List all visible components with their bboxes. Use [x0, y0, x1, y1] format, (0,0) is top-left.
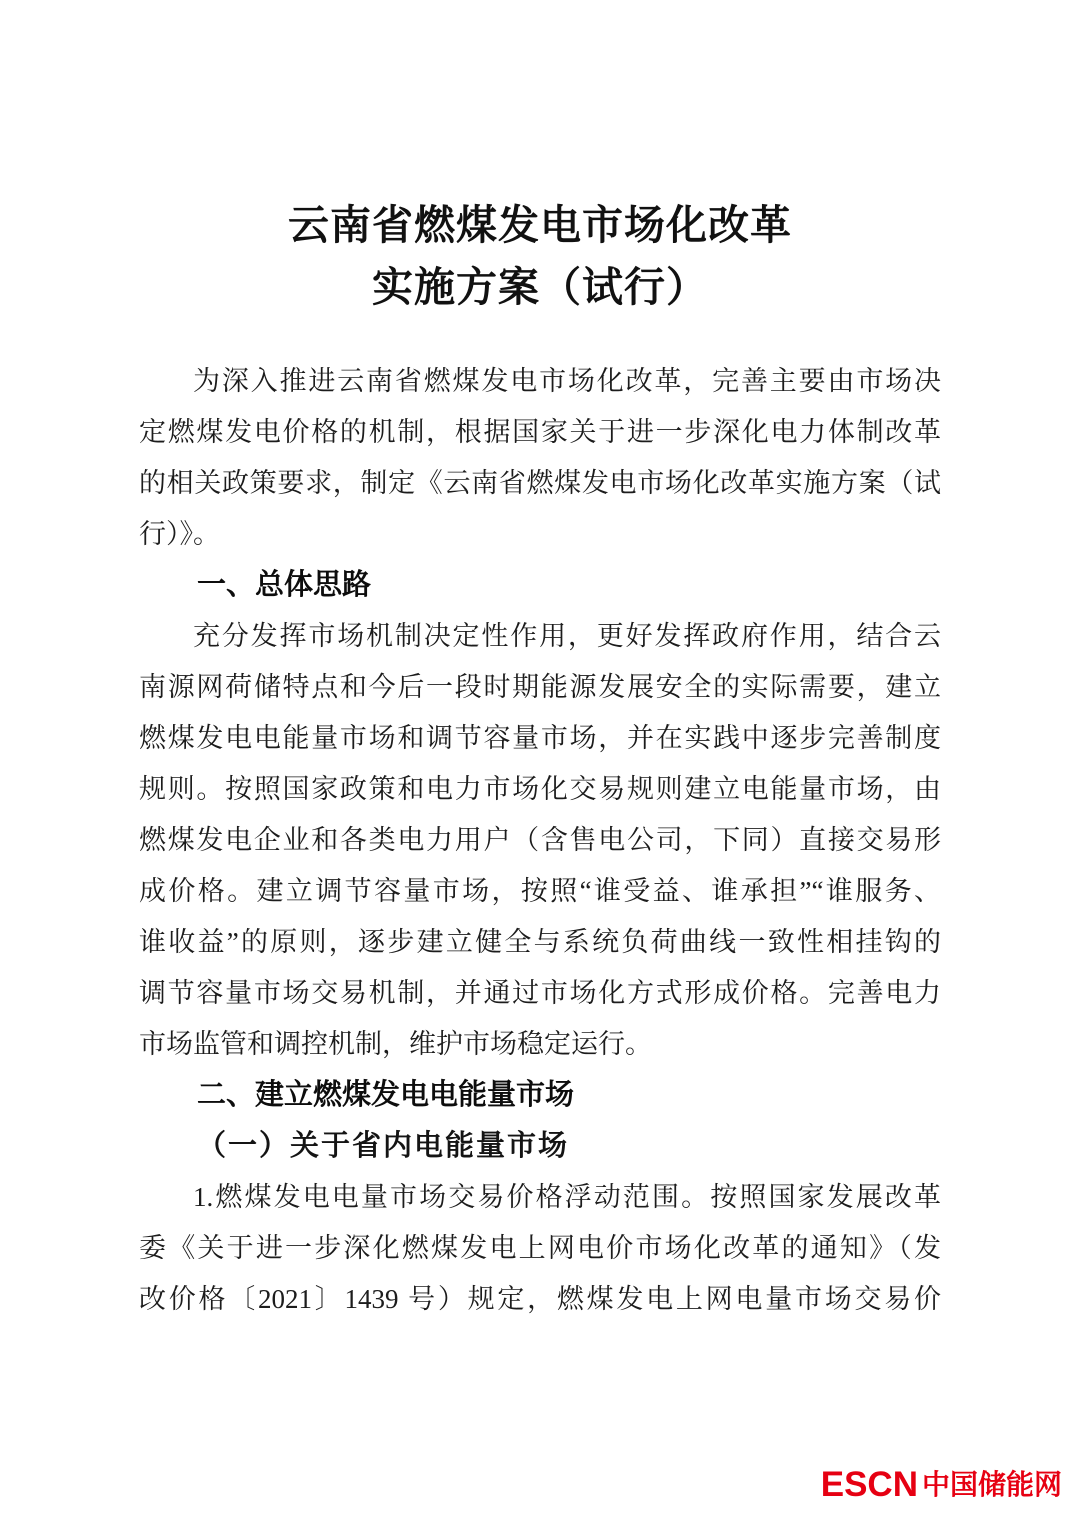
- paragraph-1-line: 为深入推进云南省燃煤发电市场化改革，完善主要由市场决: [193, 366, 941, 396]
- document-body: [139, 356, 941, 1325]
- paragraph-2-line: 调节容量市场交易机制，并通过市场化方式形成价格。完善电力: [139, 978, 941, 1008]
- paragraph-2-line: 充分发挥市场机制决定性作用，更好发挥政府作用，结合云: [193, 621, 941, 651]
- section-heading-2: 二、建立燃煤发电电能量市场: [197, 1079, 575, 1111]
- paragraph-2-line: 规则。按照国家政策和电力市场化交易规则建立电能量市场，由: [139, 774, 941, 804]
- paragraph-3-line: 委《关于进一步深化燃煤发电上网电价市场化改革的通知》（发: [139, 1233, 941, 1263]
- section-heading-1: 一、总体思路: [197, 569, 372, 601]
- paragraph-2-line: 谁收益”的原则，逐步建立健全与系统负荷曲线一致性相挂钩的: [139, 927, 941, 957]
- paragraph-1-line: 行）》。: [139, 519, 220, 549]
- paragraph-2-line: 南源网荷储特点和今后一段时期能源发展安全的实际需要，建立: [139, 672, 941, 702]
- escn-logo-latin-text: ESCN: [820, 1465, 918, 1504]
- subsection-heading-1: （一）关于省内电能量市场: [197, 1130, 570, 1162]
- document-title: [139, 194, 941, 318]
- paragraph-1-line: 的相关政策要求，制定《云南省燃煤发电市场化改革实施方案（试: [139, 468, 941, 498]
- title-line-2: 实施方案（试行）: [372, 264, 708, 310]
- paragraph-2-line: 成价格。建立调节容量市场，按照“谁受益、谁承担”“谁服务、: [139, 876, 941, 906]
- escn-watermark-logo: [820, 1465, 1062, 1504]
- paragraph-3-line: 1.燃煤发电电量市场交易价格浮动范围。按照国家发展改革: [193, 1182, 941, 1212]
- paragraph-2-line: 燃煤发电电能量市场和调节容量市场，并在实践中逐步完善制度: [139, 723, 941, 753]
- paragraph-3-line: 改价格〔2021〕1439 号）规定，燃煤发电上网电量市场交易价: [139, 1284, 941, 1314]
- title-line-1: 云南省燃煤发电市场化改革: [288, 202, 792, 248]
- paragraph-1-line: 定燃煤发电价格的机制，根据国家关于进一步深化电力体制改革: [139, 417, 941, 447]
- paragraph-2-line: 燃煤发电企业和各类电力用户（含售电公司，下同）直接交易形: [139, 825, 941, 855]
- paragraph-2-line: 市场监管和调控机制，维护市场稳定运行。: [139, 1029, 652, 1059]
- escn-logo-cjk-text: 中国储能网: [921, 1469, 1062, 1500]
